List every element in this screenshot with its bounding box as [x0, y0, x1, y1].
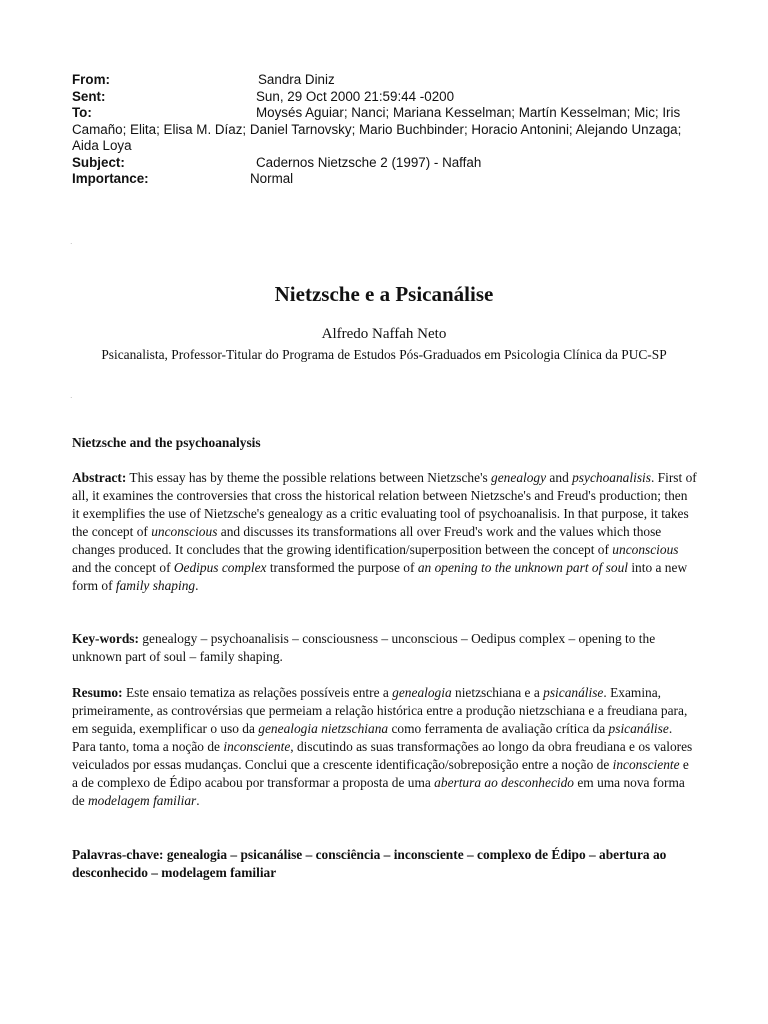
resumo-emphasis: genealogia nietzschiana	[258, 721, 389, 736]
subject-label: Subject:	[72, 154, 125, 170]
keywords-label: Key-words:	[72, 631, 139, 646]
abstract-emphasis: psychoanalisis	[572, 470, 651, 485]
abstract-paragraph	[72, 469, 698, 595]
abstract-text: . First of all, it examines the controversies that cross the historical relation between Nietzsche's and Freud's production; then it exemplifies the use of Nietzsche's genealogy as a critic evaluating tool of psychoanalisis. In that purpose, it takes the concept of	[72, 470, 697, 539]
abstract-emphasis: Oedipus complex	[173, 560, 267, 575]
abstract-text: and the concept of	[72, 560, 174, 575]
importance-value: Normal	[250, 171, 294, 186]
english-heading: Nietzsche and the psychoanalysis	[72, 435, 261, 450]
importance-label: Importance:	[72, 171, 149, 186]
article-title: Nietzsche e a Psicanálise	[274, 282, 494, 306]
resumo-emphasis: abertura ao desconhecido	[434, 775, 575, 790]
abstract-emphasis: genealogy	[491, 470, 547, 485]
resumo-text: , discutindo as suas transformações ao longo da obra freudiana e os valores veiculados por essas mudanças. Conclui que a crescente identificação/sobreposição entre a noção de	[72, 739, 693, 772]
subject-row	[72, 155, 702, 172]
sent-label: Sent:	[72, 88, 106, 104]
from-label: From:	[72, 72, 110, 87]
author-affiliation: Psicanalista, Professor-Titular do Programa de Estudos Pós-Graduados em Psicologia Clínica da PUC-SP	[101, 347, 667, 362]
abstract-text: transformed the purpose of	[266, 560, 418, 575]
keywords-text: genealogy – psychoanalisis – consciousness – unconscious – Oedipus complex – opening to the unknown part of soul – family shaping.	[72, 631, 656, 664]
abstract-label: Abstract:	[72, 470, 127, 485]
keywords-paragraph	[72, 630, 698, 666]
resumo-text: .	[196, 793, 200, 808]
resumo-text: nietzschiana e a	[451, 685, 544, 700]
subject-value: Cadernos Nietzsche 2 (1997) - Naffah	[256, 154, 482, 170]
sent-row	[72, 89, 702, 106]
resumo-emphasis: psicanálise	[543, 685, 604, 700]
email-header	[72, 72, 702, 188]
stray-mark: .	[70, 390, 73, 400]
resumo-text: . Examina, primeiramente, as controvérsias que permeiam a relação histórica entre a produção nietzschiana e a freudiana para, em seguida, exemplificar o uso da	[72, 685, 688, 736]
resumo-emphasis: psicanálise	[608, 721, 669, 736]
importance-row	[72, 171, 702, 188]
resumo-text: em uma nova forma de	[72, 775, 685, 808]
abstract-text: and discusses its transformations all over Freud's work and the values which those changes produced. It concludes that the growing identification/superposition between the concept of	[72, 524, 662, 557]
resumo-emphasis: modelagem familiar	[88, 793, 197, 808]
abstract-emphasis: family shaping	[115, 578, 196, 593]
resumo-text: e a de complexo de Édipo acabou por transformar a proposta de uma	[72, 757, 689, 790]
abstract-text: This essay has by theme the possible relations between Nietzsche's	[126, 470, 492, 485]
resumo-text: . Para tanto, toma a noção de	[72, 721, 673, 754]
resumo-emphasis: inconsciente	[223, 739, 291, 754]
abstract-emphasis: unconscious	[151, 524, 218, 539]
resumo-text: como ferramenta de avaliação crítica da	[388, 721, 609, 736]
abstract-emphasis: unconscious	[612, 542, 679, 557]
palavras-chave-paragraph: Palavras-chave: genealogia – psicanálise – consciência – inconsciente – complexo de Édipo – abertura ao desconhecido – modelagem familiar	[72, 847, 667, 880]
resumo-emphasis: genealogia	[392, 685, 452, 700]
abstract-emphasis: an opening to the unknown part of soul	[417, 560, 628, 575]
resumo-paragraph	[72, 684, 698, 810]
from-row	[72, 72, 702, 89]
resumo-emphasis: inconsciente	[612, 757, 680, 772]
resumo-text: Este ensaio tematiza as relações possíveis entre a	[122, 685, 393, 700]
from-value: Sandra Diniz	[258, 72, 335, 87]
article-author: Alfredo Naffah Neto	[321, 326, 447, 342]
abstract-text: .	[195, 578, 199, 593]
to-value: Moysés Aguiar; Nanci; Mariana Kesselman; Martín Kesselman; Mic; Iris Camaño; Elita; Elisa M. Díaz; Daniel Tarnovsky; Mario Buchbinder; Horacio Antonini; Alejando Unzaga; Aida Loya	[72, 105, 682, 153]
to-row	[72, 105, 702, 155]
sent-value: Sun, 29 Oct 2000 21:59:44 -0200	[256, 88, 455, 104]
abstract-text: and	[546, 470, 573, 485]
stray-mark: .	[70, 236, 73, 246]
abstract-text: into a new form of	[72, 560, 688, 593]
resumo-label: Resumo:	[72, 685, 123, 700]
to-label: To:	[72, 105, 92, 120]
